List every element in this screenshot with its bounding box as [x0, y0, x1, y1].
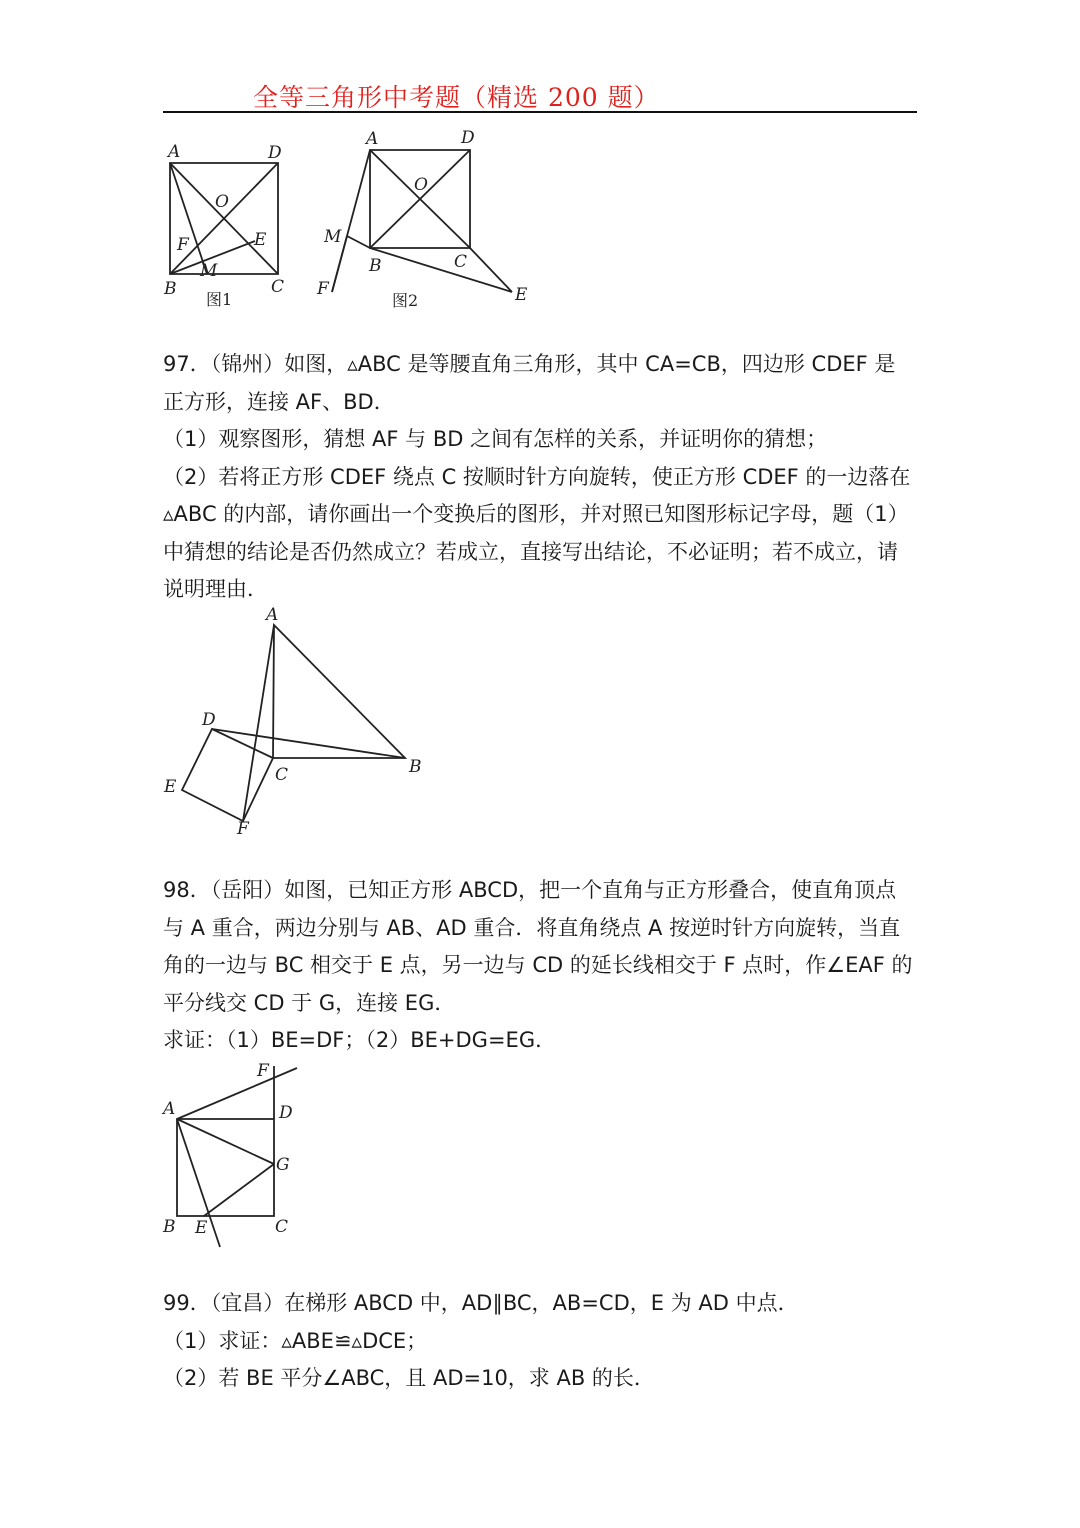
- square-cdef: [182, 729, 273, 821]
- question-97-line: 97．（锦州）如图，▵ABC 是等腰直角三角形，其中 CA=CB，四边形 CDEF 是: [163, 352, 896, 376]
- label-e: E: [164, 777, 177, 797]
- label-c: C: [454, 252, 468, 272]
- question-98: [163, 872, 923, 1060]
- question-98-line: 98．（岳阳）如图，已知正方形 ABCD，把一个直角与正方形叠合，使直角顶点: [163, 878, 897, 902]
- question-97-line: （1）观察图形，猜想 AF 与 BD 之间有怎样的关系，并证明你的猜想；: [163, 427, 828, 451]
- label-f: F: [257, 1061, 269, 1081]
- question-98-line: 求证：（1）BE=DF；（2）BE+DG=EG．: [163, 1028, 557, 1052]
- label-d: D: [202, 710, 216, 730]
- label-g: G: [276, 1155, 290, 1175]
- label-b: B: [409, 757, 422, 777]
- figure-2-caption: 图2: [392, 291, 419, 310]
- page-header-title: 全等三角形中考题（精选 200 题）: [253, 83, 660, 112]
- question-98-line: 角的一边与 BC 相交于 E 点，另一边与 CD 的延长线相交于 F 点时，作∠EAF 的: [163, 953, 913, 977]
- label-e: E: [254, 230, 267, 250]
- label-f: F: [237, 819, 249, 839]
- question-97-line: 中猜想的结论是否仍然成立？若成立，直接写出结论，不必证明；若不成立，请: [163, 539, 898, 564]
- label-a: A: [266, 605, 279, 625]
- question-99-line: （1）求证：▵ABE≌▵DCE；: [163, 1328, 428, 1353]
- label-d: D: [461, 128, 475, 148]
- label-m: M: [200, 261, 218, 281]
- question-97: [163, 346, 923, 609]
- segment-eg: [204, 1164, 274, 1216]
- question-99-line: （2）若 BE 平分∠ABC，且 AD=10，求 AB 的长．: [163, 1366, 655, 1390]
- label-c: C: [275, 1217, 289, 1237]
- question-97-line: 正方形，连接 AF、BD．: [163, 389, 395, 414]
- segment-ag: [177, 1119, 274, 1164]
- label-e: E: [515, 285, 528, 305]
- label-b: B: [369, 256, 382, 276]
- label-c: C: [275, 765, 289, 785]
- figure-1-caption: 图1: [206, 290, 233, 309]
- label-e: E: [195, 1218, 208, 1238]
- label-o: O: [414, 175, 428, 195]
- label-b: B: [163, 1217, 176, 1237]
- label-d: D: [279, 1103, 293, 1123]
- label-a: A: [366, 129, 379, 149]
- question-99-line: 99．（宜昌）在梯形 ABCD 中，AD∥BC，AB=CD，E 为 AD 中点．: [163, 1291, 799, 1315]
- question-97-line: （2）若将正方形 CDEF 绕点 C 按顺时针方向旋转，使正方形 CDEF 的一边落在: [163, 464, 911, 489]
- question-98-line: 与 A 重合，两边分别与 AB、AD 重合．将直角绕点 A 按逆时针方向旋转，当直: [163, 915, 901, 940]
- question-97-line: ▵ABC 的内部，请你画出一个变换后的图形，并对照已知图形标记字母，题（1）: [163, 502, 909, 526]
- segment-am: [170, 163, 207, 274]
- label-f: F: [177, 235, 189, 255]
- triangle-abc: [273, 625, 405, 758]
- figure-97-triangle-square: [160, 600, 435, 840]
- label-f: F: [317, 279, 329, 299]
- label-o: O: [215, 192, 229, 212]
- square-abcd: [177, 1119, 274, 1216]
- label-m: M: [324, 227, 342, 247]
- label-c: C: [271, 277, 285, 297]
- label-b: B: [164, 279, 177, 299]
- question-98-line: 平分线交 CD 于 G，连接 EG．: [163, 990, 456, 1015]
- figure-1-square-diagram: [160, 140, 300, 315]
- segment-mb: [347, 236, 370, 248]
- label-a: A: [163, 1099, 176, 1119]
- header-divider: [163, 111, 917, 113]
- question-99: [163, 1285, 923, 1398]
- label-d: D: [268, 143, 282, 163]
- label-a: A: [168, 142, 181, 162]
- segment-af: [243, 625, 274, 821]
- figure-2-square-diagram: [312, 126, 537, 311]
- figure-98-square-angle: [160, 1056, 310, 1251]
- question-97-line: 说明理由．: [163, 577, 268, 601]
